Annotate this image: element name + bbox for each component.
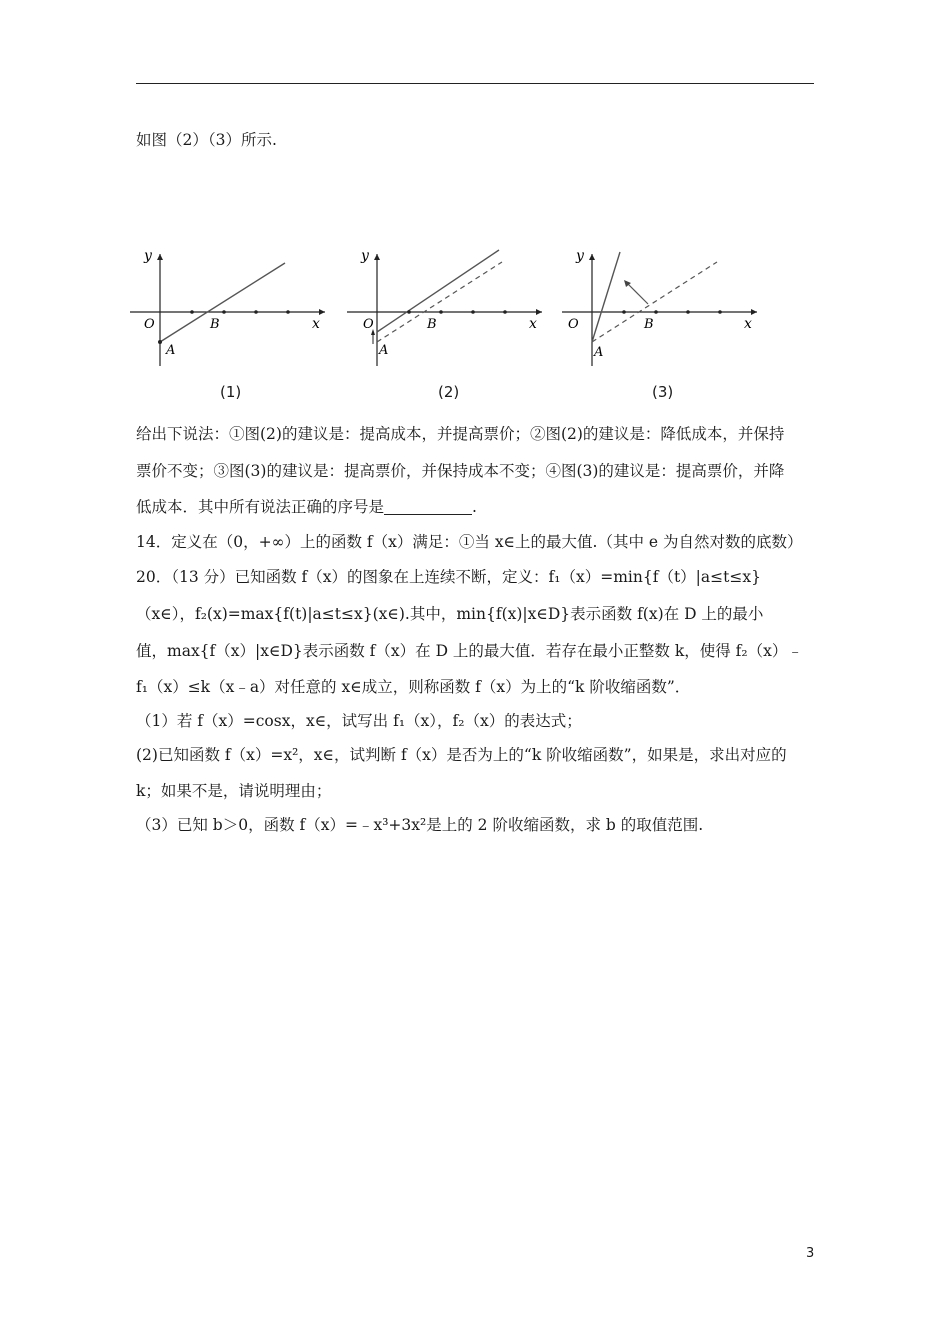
text-line-7: 值，max{f（x）|x∈D}表示函数 f（x）在 D 上的最大值．若存在最小正整数 k，使得 f₂（x）﹣ [136,642,803,660]
svg-text:y: y [361,248,369,264]
x-label: x [312,316,320,332]
b-label: B [210,317,220,332]
page-number: 3 [806,1246,815,1261]
figure-3 [562,236,762,371]
svg-text:B: B [427,317,437,332]
svg-text:B: B [644,317,654,332]
line-raised [377,250,499,332]
y-label: y [144,248,152,264]
text-line-6: （x∈），f₂(x)=max{f(t)|a≤t≤x}(x∈).其中，min{f(x)|x∈D}表示函数 f(x)在 D 上的最小 [136,605,764,623]
figure-2-svg [347,236,547,371]
text-line-5: 20．（13 分）已知函数 f（x）的图象在上连续不断，定义：f₁（x）=min{f（t）|a≤t≤x} [136,568,761,586]
text-line-4: 14．定义在（0，+∞）上的函数 f（x）满足：①当 x∈上的最大值.（其中 e 为自然对数的底数） [136,533,803,551]
intro-text: 如图（2）（3）所示. [136,131,277,149]
figure-3-caption: (3) [652,383,674,401]
line-ab [160,263,285,342]
svg-text:O: O [363,317,374,332]
svg-text:A: A [379,343,389,358]
header-rule [136,83,814,84]
text-line-10: (2)已知函数 f（x）=x²，x∈，试判断 f（x）是否为上的“k 阶收缩函数”，如果是，求出对应的 [136,746,787,764]
origin-label: O [144,317,155,332]
answer-blank[interactable] [384,498,472,515]
figure-3-svg [562,236,762,371]
figure-1 [130,236,330,371]
line-steep [592,252,620,342]
x-arrow [319,309,325,315]
svg-text:A: A [594,345,604,360]
y-arrow [157,254,163,260]
text-line-9: （1）若 f（x）=cosx，x∈，试写出 f₁（x），f₂（x）的表达式； [136,712,582,730]
svg-text:x: x [529,316,537,332]
point-a [158,340,162,344]
text-line-3: 低成本．其中所有说法正确的序号是 . [136,498,477,516]
a-label: A [166,343,176,358]
svg-text:y: y [576,248,584,264]
text-line-8: f₁（x）≤k（x﹣a）对任意的 x∈成立，则称函数 f（x）为上的“k 阶收缩函数”． [136,678,691,696]
figure-1-svg [130,236,330,371]
line-original [377,262,502,342]
text-line-2: 票价不变；③图(3)的建议是：提高票价，并保持成本不变；④图(3)的建议是：提高票价，并降 [136,462,785,480]
svg-text:x: x [744,316,752,332]
svg-text:O: O [568,317,579,332]
text-line-1: 给出下说法：①图(2)的建议是：提高成本，并提高票价；②图(2)的建议是：降低成本，并保持 [136,425,785,443]
figure-1-caption: (1) [220,383,242,401]
text-line-11: k；如果不是，请说明理由； [136,782,332,800]
text-line-12: （3）已知 b＞0，函数 f（x）=﹣x³+3x²是上的 2 阶收缩函数，求 b 的取值范围. [136,816,704,834]
figure-2 [347,236,547,371]
figure-2-caption: (2) [438,383,460,401]
